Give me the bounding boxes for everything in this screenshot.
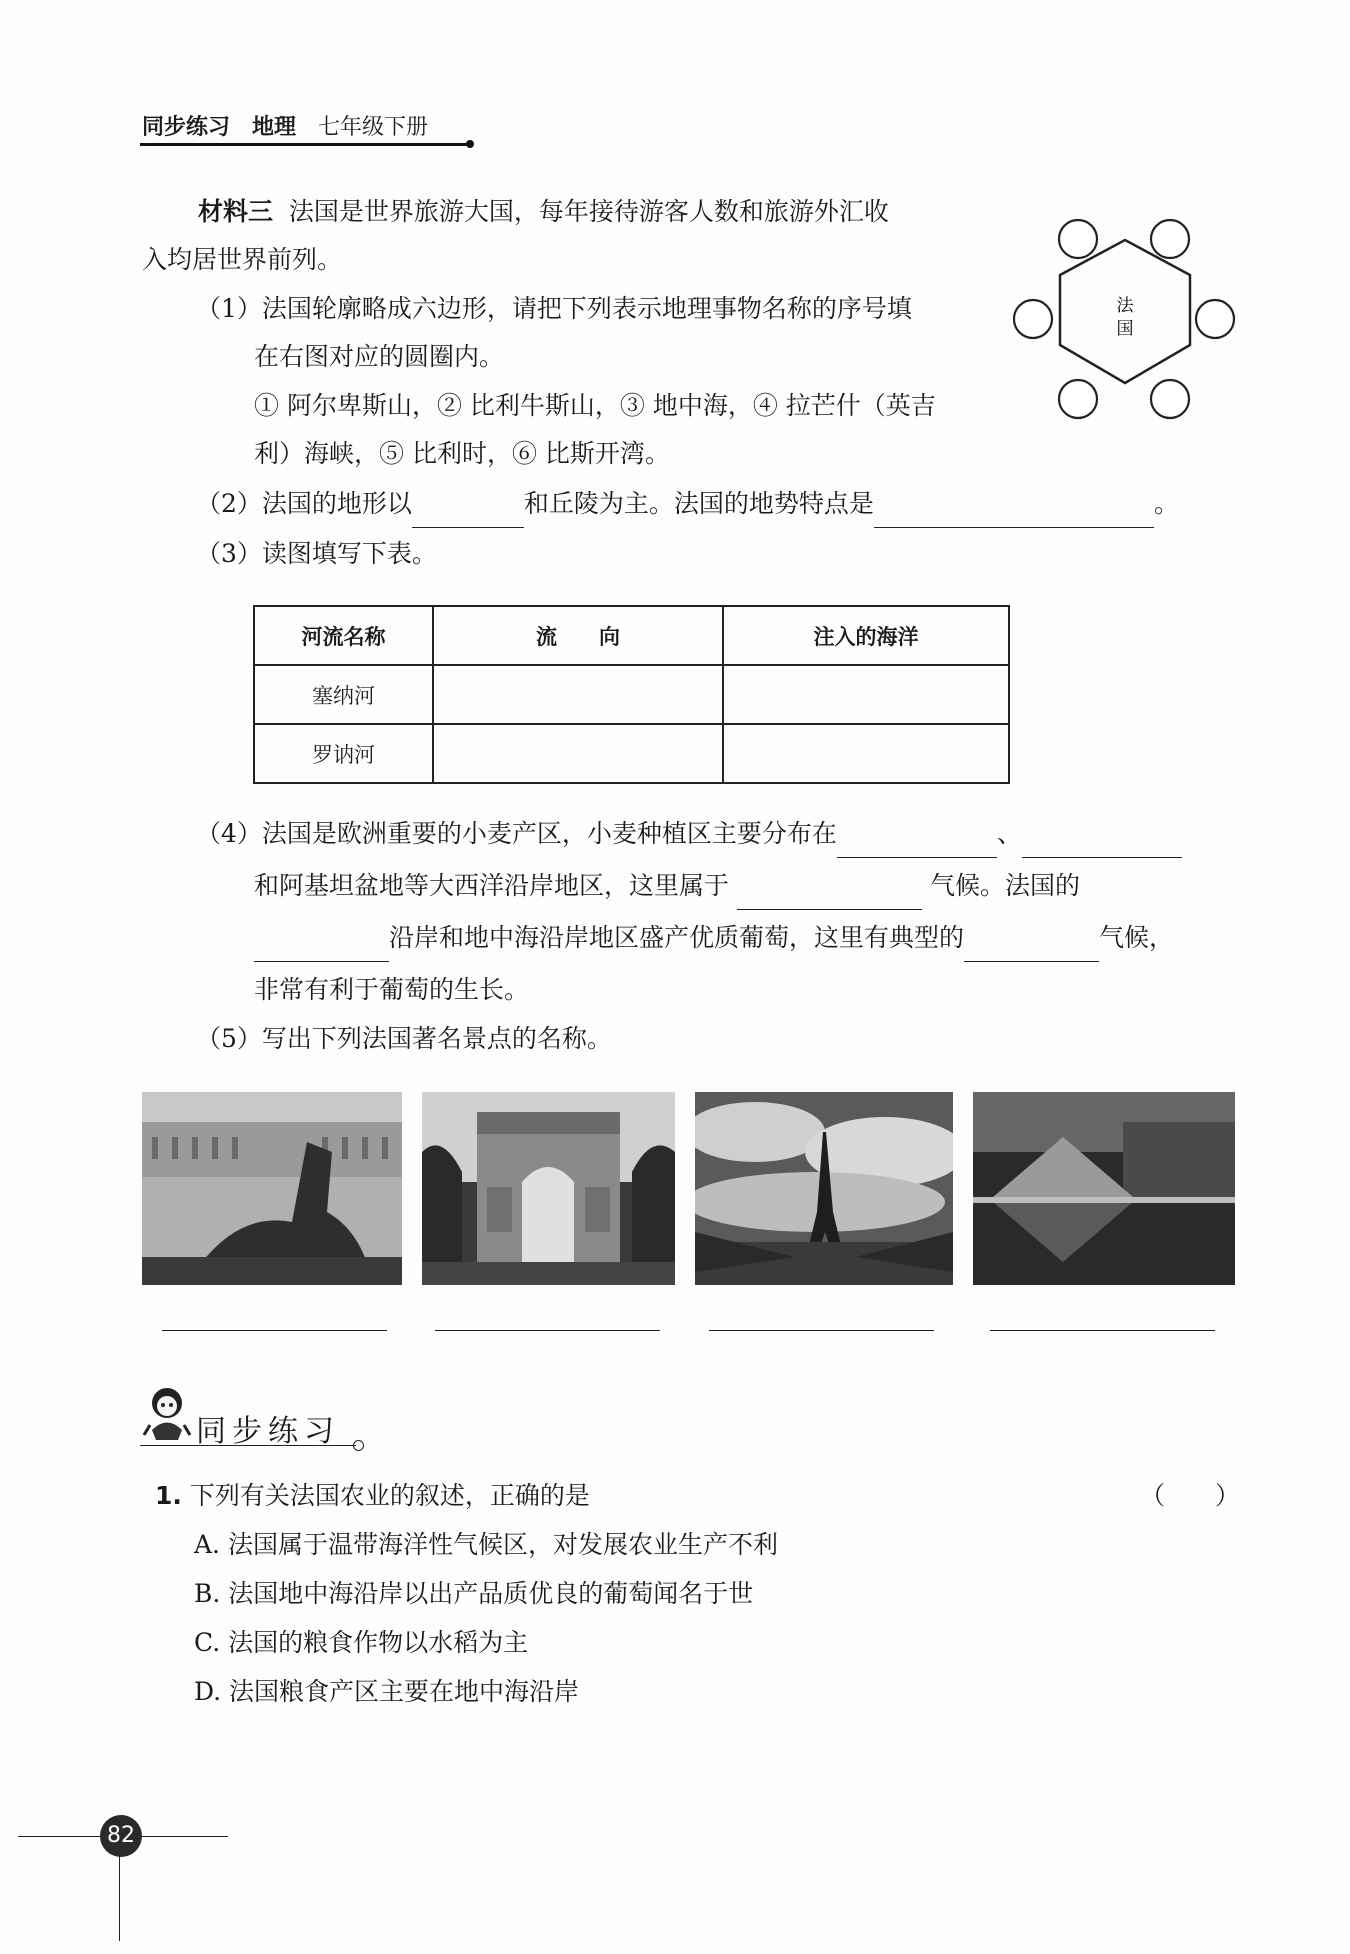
answer-circle-bottom-left (1059, 380, 1097, 418)
option-a[interactable]: A. 法国属于温带海洋性气候区，对发展农业生产不利 (194, 1530, 778, 1559)
answer-circle-bottom-right (1151, 380, 1189, 418)
material-intro-line1 (198, 188, 889, 236)
answer-bracket[interactable]: （ ） (1140, 1481, 1241, 1510)
section-rule (140, 1445, 356, 1446)
header-subject: 地理 (252, 115, 297, 140)
q4-line4: 非常有利于葡萄的生长。 (254, 975, 530, 1004)
q4-blank-region1[interactable] (837, 827, 997, 858)
q1-line2: 在右图对应的圆圈内。 (254, 342, 505, 371)
photo-arc-de-triomphe (422, 1092, 675, 1285)
question-1-text: 下列有关法国农业的叙述，正确的是 (189, 1481, 590, 1510)
q4-text-c: 气候。法国的 (930, 871, 1081, 900)
q4-text-b: 和阿基坦盆地等大西洋沿岸地区，这里属于 (254, 871, 730, 900)
q1-line3: ① 阿尔卑斯山，② 比利牛斯山，③ 地中海，④ 拉芒什（英吉 (254, 391, 936, 420)
direction-cell[interactable] (433, 724, 723, 783)
header-grade: 七年级下册 (318, 115, 429, 140)
hexagon-label-1: 法 (1116, 296, 1134, 316)
france-hexagon-diagram (1005, 215, 1245, 425)
photo-louvre-pyramid (973, 1092, 1235, 1285)
answer-circle-top-right (1151, 220, 1189, 258)
q4-line3 (254, 914, 1174, 962)
photo-eiffel-tower (695, 1092, 953, 1285)
q4-blank-region2[interactable] (1022, 827, 1182, 858)
section-rule-dot (353, 1440, 364, 1451)
section-title: 同步练习 (196, 1414, 340, 1449)
answer-circle-top-left (1059, 220, 1097, 258)
q2-blank-terrain[interactable] (412, 497, 524, 528)
hexagon-label-2: 国 (1116, 319, 1134, 339)
table-row (254, 665, 1009, 724)
q2-text-c: 。 (1153, 489, 1179, 518)
q4-text-e: 气候， (1099, 923, 1175, 952)
q4-blank-climate2[interactable] (964, 931, 1099, 962)
mascot-icon (142, 1385, 192, 1443)
table-row (254, 724, 1009, 783)
river-name-cell: 塞纳河 (254, 665, 433, 724)
option-d[interactable]: D. 法国粮食产区主要在地中海沿岸 (194, 1677, 580, 1706)
direction-cell[interactable] (433, 665, 723, 724)
ocean-cell[interactable] (723, 665, 1009, 724)
page-number: 82 (100, 1815, 142, 1857)
photo-answer-blank-3[interactable] (709, 1330, 934, 1331)
river-name-cell: 罗讷河 (254, 724, 433, 783)
q3-line: （3）读图填写下表。 (196, 539, 437, 568)
col-ocean: 注入的海洋 (723, 606, 1009, 665)
q5-line: （5）写出下列法国著名景点的名称。 (196, 1024, 612, 1053)
answer-circle-right (1196, 300, 1234, 338)
q4-text-d: 沿岸和地中海沿岸地区盛产优质葡萄，这里有典型的 (389, 923, 965, 952)
ocean-cell[interactable] (723, 724, 1009, 783)
material-intro-text: 法国是世界旅游大国，每年接待游客人数和旅游外汇收 (288, 197, 889, 226)
q4-blank-climate1[interactable] (737, 879, 922, 910)
material-label: 材料三 (198, 197, 274, 226)
photo-answer-blank-2[interactable] (435, 1330, 660, 1331)
photo-answer-blank-4[interactable] (990, 1330, 1215, 1331)
question-1-stem (155, 1472, 590, 1520)
q1-line1: （1）法国轮廓略成六边形，请把下列表示地理事物名称的序号填 (196, 294, 912, 323)
footer-vertical-rule (119, 1856, 120, 1941)
river-table (253, 605, 1010, 784)
photo-versailles (142, 1092, 402, 1285)
q4-text-a: （4）法国是欧洲重要的小麦产区，小麦种植区主要分布在 (196, 819, 837, 848)
q2-text-a: （2）法国的地形以 (196, 489, 412, 518)
q4-line2 (254, 862, 1080, 910)
header-rule-dot (466, 140, 474, 148)
col-direction: 流 向 (433, 606, 723, 665)
col-river-name: 河流名称 (254, 606, 433, 665)
material-intro-line2: 入均居世界前列。 (142, 245, 343, 274)
question-1-number: 1. (155, 1481, 182, 1510)
q2-text-b: 和丘陵为主。法国的地势特点是 (523, 489, 874, 518)
q4-blank-coast[interactable] (254, 931, 389, 962)
table-header-row (254, 606, 1009, 665)
q1-line4: 利）海峡，⑤ 比利时，⑥ 比斯开湾。 (254, 439, 670, 468)
q2-line (196, 480, 1179, 528)
option-b[interactable]: B. 法国地中海沿岸以出产品质优良的葡萄闻名于世 (194, 1579, 754, 1608)
answer-circle-left (1014, 300, 1052, 338)
q4-separator: 、 (996, 819, 1022, 848)
header-rule (140, 143, 470, 146)
photo-answer-blank-1[interactable] (162, 1330, 387, 1331)
option-c[interactable]: C. 法国的粮食作物以水稻为主 (194, 1628, 529, 1657)
header-series: 同步练习 (142, 115, 231, 140)
q4-line1 (196, 810, 1182, 858)
q2-blank-elevation[interactable] (874, 497, 1154, 528)
page-header (142, 110, 428, 141)
